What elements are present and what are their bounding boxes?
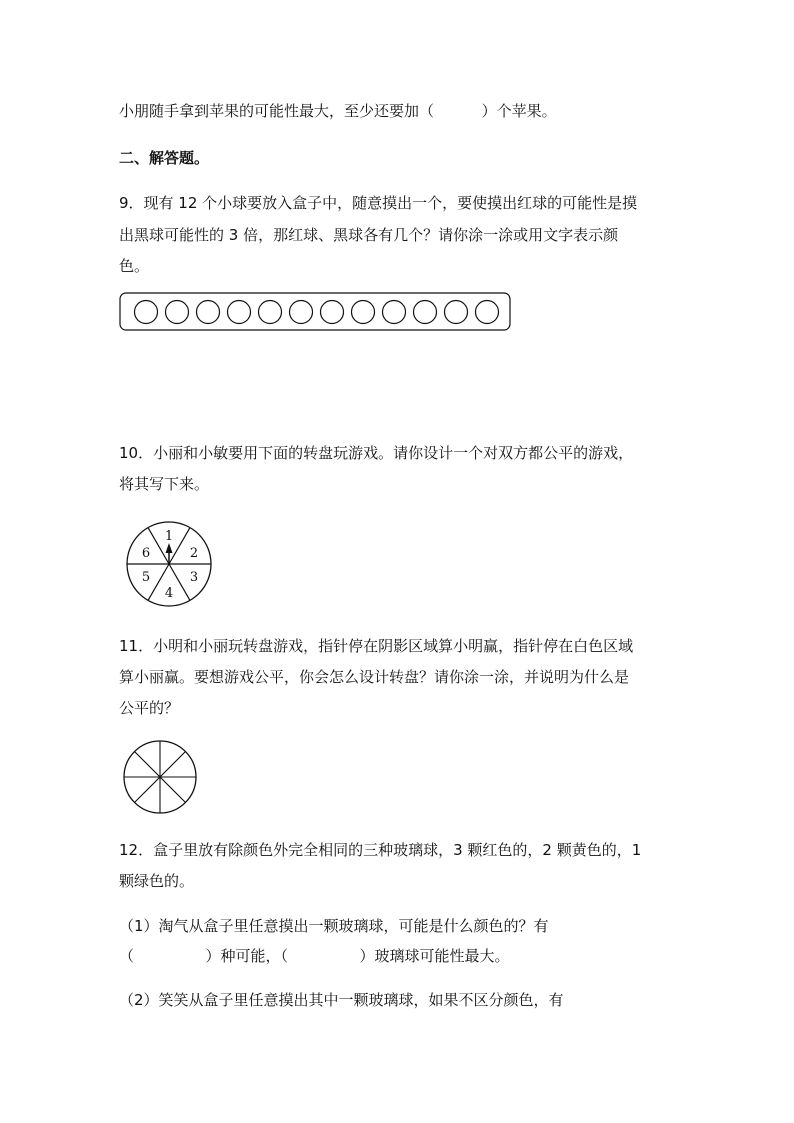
ball-circle xyxy=(197,301,220,324)
ball-circle xyxy=(259,301,282,324)
q12-part2-line-1: （2）笑笑从盒子里任意摸出其中一颗玻璃球，如果不区分颜色，有 xyxy=(119,991,564,1009)
text-line-1: 小朋随手拿到苹果的可能性最大，至少还要加（ ）个苹果。 xyxy=(119,102,557,120)
numbered-spinner xyxy=(124,521,216,609)
eight-sector-spinner xyxy=(122,739,200,815)
spinner-label-6: 6 xyxy=(141,546,151,561)
q9-line-2: 出黑球可能性的 3 倍，那红球、黑球各有几个？请你涂一涂或用文字表示颜 xyxy=(119,226,619,244)
q11-line-1: 11．小明和小丽玩转盘游戏，指针停在阴影区域算小明赢，指针停在白色区域 xyxy=(119,637,634,655)
spinner-label-2: 2 xyxy=(189,546,199,561)
q12-part1-line-2: （ ）种可能，（ ）玻璃球可能性最大。 xyxy=(119,947,510,965)
spinner-label-5: 5 xyxy=(141,570,151,585)
q12-line-1: 12．盒子里放有除颜色外完全相同的三种玻璃球，3 颗红色的，2 颗黄色的，1 xyxy=(119,841,642,859)
ball-circle xyxy=(321,301,344,324)
q10-line-2: 将其写下来。 xyxy=(119,475,210,493)
ball-circle xyxy=(414,301,437,324)
spinner-label-1: 1 xyxy=(164,529,174,544)
ball-circle xyxy=(228,301,251,324)
ball-circle xyxy=(476,301,499,324)
ball-circle xyxy=(383,301,406,324)
ball-circle xyxy=(352,301,375,324)
ball-box-outline xyxy=(120,293,510,330)
section-title: 二、解答题。 xyxy=(119,149,210,167)
ball-box-figure xyxy=(118,291,514,333)
ball-circle xyxy=(166,301,189,324)
q12-part1-line-1: （1）淘气从盒子里任意摸出一颗玻璃球，可能是什么颜色的？有 xyxy=(119,917,549,935)
q9-line-3: 色。 xyxy=(119,257,150,275)
ball-circle xyxy=(445,301,468,324)
q11-line-2: 算小丽赢。要想游戏公平，你会怎么设计转盘？请你涂一涂，并说明为什么是 xyxy=(119,668,630,686)
q10-line-1: 10．小丽和小敏要用下面的转盘玩游戏。请你设计一个对双方都公平的游戏， xyxy=(119,444,634,462)
q11-line-3: 公平的？ xyxy=(119,699,180,717)
ball-circle xyxy=(290,301,313,324)
pointer-arrow-icon xyxy=(166,543,173,553)
q12-line-2: 颗绿色的。 xyxy=(119,872,195,890)
spinner-label-3: 3 xyxy=(189,570,199,585)
ball-circle xyxy=(135,301,158,324)
spinner-label-4: 4 xyxy=(164,586,174,601)
q9-line-1: 9．现有 12 个小球要放入盒子中，随意摸出一个，要使摸出红球的可能性是摸 xyxy=(119,194,638,212)
